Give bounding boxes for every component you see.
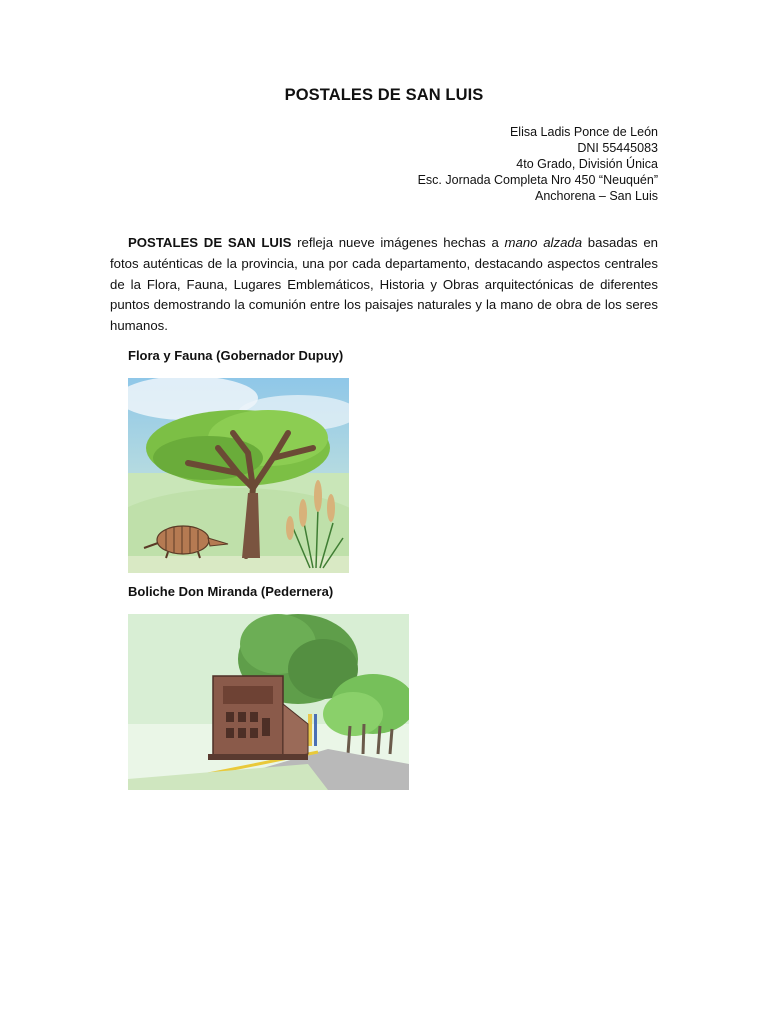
author-name: Elisa Ladis Ponce de León	[509, 125, 658, 139]
section-caption-boliche: Boliche Don Miranda (Pedernera)	[128, 584, 334, 599]
author-dni: DNI 55445083	[577, 141, 658, 155]
intro-italic: mano alzada	[504, 235, 583, 250]
intro-text-2: basadas en fotos auténticas de la provincia, una por cada departamento, destacando aspectos centrales de la Flora, Fauna, Lugares Emblemáticos, Historia y Obras arquitectónicas de diferentes puntos demostrando la comunión entre los paisajes naturales y la mano de obra de los seres humanos.	[110, 235, 659, 334]
document-title: POSTALES DE SAN LUIS	[284, 86, 484, 104]
author-school: Esc. Jornada Completa Nro 450 “Neuquén”	[417, 173, 658, 187]
author-block	[418, 124, 658, 204]
author-location: Anchorena – San Luis	[534, 189, 658, 203]
intro-bold-lead: POSTALES DE SAN LUIS	[128, 235, 292, 250]
intro-paragraph	[110, 233, 658, 337]
building-trees-drawing	[128, 614, 409, 790]
section-caption-flora-fauna: Flora y Fauna (Gobernador Dupuy)	[128, 348, 344, 363]
author-grade: 4to Grado, División Única	[516, 157, 658, 171]
intro-text-1: refleja nueve imágenes hechas a	[291, 235, 505, 250]
tree-armadillo-drawing	[128, 378, 349, 573]
